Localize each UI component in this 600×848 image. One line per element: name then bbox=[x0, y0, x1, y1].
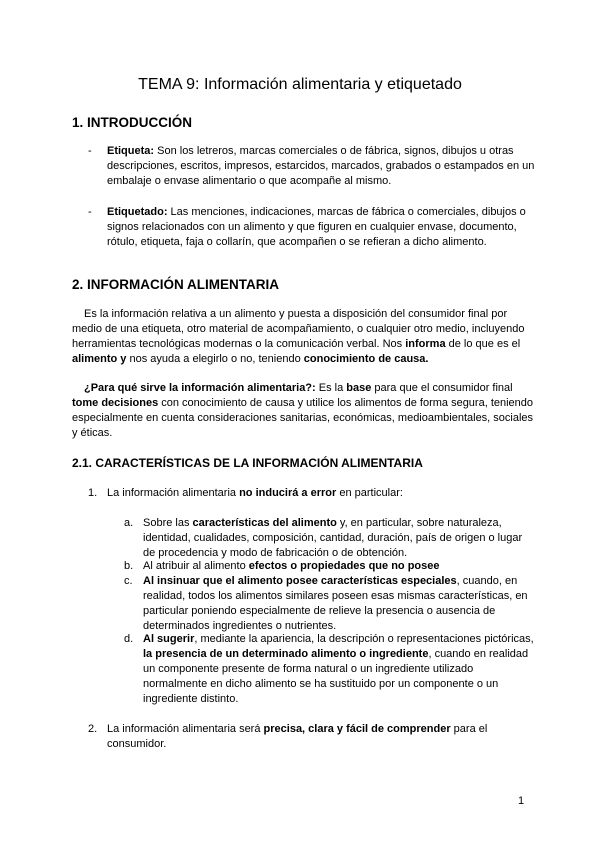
term-etiquetado: Etiquetado: bbox=[107, 206, 168, 218]
term-etiqueta: Etiqueta: bbox=[107, 145, 155, 157]
paragraph-para-que-sirve bbox=[72, 381, 534, 441]
sublist-letter: b. bbox=[124, 560, 134, 572]
section-heading-informacion-alimentaria: 2. INFORMACIÓN ALIMENTARIA bbox=[72, 277, 279, 292]
text-run: Sobre las bbox=[143, 517, 193, 529]
page-number: 1 bbox=[518, 795, 525, 807]
bold-run: Al insinuar que el alimento posee características especiales bbox=[143, 575, 457, 587]
text-run: de lo que es el bbox=[445, 338, 521, 350]
text-run: , cuando, en realidad, todos los alimentos similares poseen esas mismas características, en particular poniendo especialmente de relieve la presencia o ausencia de determinados ingredientes o nutrientes. bbox=[143, 575, 528, 632]
text-run: , cuando en realidad un componente presente de forma natural o un ingrediente utilizado normalmente en dicho alimento se ha sustituido por un componente o un ingrediente distinto. bbox=[143, 648, 529, 705]
list-item-no-inducira bbox=[107, 486, 535, 501]
text-run: para el consumidor. bbox=[107, 723, 488, 750]
definition-etiquetado bbox=[107, 205, 535, 250]
text-run: en particular: bbox=[336, 487, 403, 499]
bold-run: precisa, clara y fácil de comprender bbox=[263, 723, 451, 735]
bold-run: ¿Para qué sirve la información alimentaria?: bbox=[84, 382, 316, 394]
document-title: TEMA 9: Información alimentaria y etiquetado bbox=[138, 76, 462, 93]
bullet-marker: - bbox=[88, 206, 92, 218]
list-number: 2. bbox=[88, 723, 98, 735]
section-heading-caracteristicas: 2.1. CARACTERÍSTICAS DE LA INFORMACIÓN ALIMENTARIA bbox=[72, 456, 423, 470]
definition-text: Son los letreros, marcas comerciales o de fábrica, signos, dibujos u otras descripciones, escritos, impresos, estarcidos, marcados, grabados o estampados en un embalaje o envase alimentario o que acompañe al mismo. bbox=[107, 145, 535, 187]
bold-run: conocimiento de causa. bbox=[303, 353, 429, 365]
sublist-letter: c. bbox=[124, 575, 133, 587]
text-run: La información alimentaria bbox=[107, 487, 240, 499]
bold-run: tome decisiones bbox=[72, 397, 159, 409]
bold-run: alimento y bbox=[72, 353, 127, 365]
list-item-precisa-clara bbox=[107, 722, 535, 752]
bold-run: informa bbox=[405, 338, 446, 350]
bold-run: características del alimento bbox=[192, 517, 337, 529]
text-run: Es la información relativa a un alimento y puesta a disposición del consumidor final por medio de una etiqueta, otro material de acompañamiento, o cualquier otro medio, incluyendo herramientas tecnológicas modernas o la comunicación verbal. Nos bbox=[72, 308, 525, 350]
text-run: Es la bbox=[315, 382, 347, 394]
bold-run: Al sugerir bbox=[143, 633, 195, 645]
bold-run: la presencia de un determinado alimento o ingrediente bbox=[143, 648, 429, 660]
section-heading-introduccion: 1. INTRODUCCIÓN bbox=[72, 115, 193, 130]
text-run: La información alimentaria será bbox=[107, 723, 264, 735]
sublist-item-c bbox=[143, 574, 535, 634]
bold-run: no inducirá a error bbox=[239, 487, 337, 499]
sublist-letter: a. bbox=[124, 517, 134, 529]
text-run: y, en particular, sobre naturaleza, identidad, cualidades, composición, cantidad, duración, país de origen o lugar de procedencia y modo de fabricación o de obtención. bbox=[143, 517, 523, 559]
bold-run: efectos o propiedades que no posee bbox=[248, 560, 440, 572]
definition-etiqueta bbox=[107, 144, 535, 189]
text-run: nos ayuda a elegirlo o no, teniendo bbox=[126, 353, 304, 365]
text-run: , mediante la apariencia, la descripción o representaciones pictóricas, bbox=[194, 633, 534, 645]
text-run: Al atribuir al alimento bbox=[143, 560, 249, 572]
sublist-item-d bbox=[143, 632, 535, 707]
definition-text: Las menciones, indicaciones, marcas de fábrica o comerciales, dibujos o signos relacionados con un alimento y que figuren en cualquier envase, documento, rótulo, etiqueta, faja o collarín, que acompañen o se refieran a dicho alimento. bbox=[107, 206, 526, 248]
text-run: para que el consumidor final bbox=[371, 382, 513, 394]
bullet-marker: - bbox=[88, 145, 92, 157]
sublist-item-b bbox=[143, 559, 535, 574]
paragraph-definicion bbox=[72, 307, 534, 367]
bold-run: base bbox=[346, 382, 372, 394]
text-run: con conocimiento de causa y utilice los alimentos de forma segura, teniendo especialmente en cuenta consideraciones sanitarias, económicas, medioambientales, sociales y éticas. bbox=[72, 397, 534, 439]
sublist-item-a bbox=[143, 516, 535, 561]
list-number: 1. bbox=[88, 487, 98, 499]
sublist-letter: d. bbox=[124, 633, 134, 645]
